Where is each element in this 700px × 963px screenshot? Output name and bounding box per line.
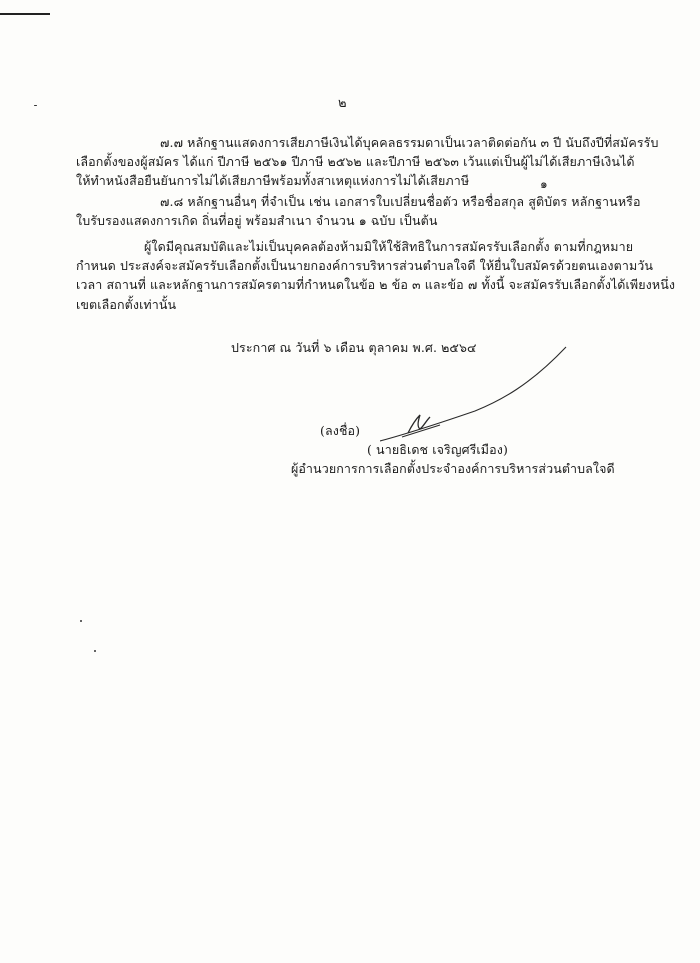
- scan-speck: [80, 620, 82, 622]
- scan-speck: [34, 105, 37, 106]
- sign-label: (ลงชื่อ): [320, 423, 361, 438]
- stray-mark: ๑: [540, 177, 548, 191]
- signatory-name: ( นายธิเดช เจริญศรีเมือง): [367, 442, 508, 457]
- closing-paragraph-line-2: กำหนด ประสงค์จะสมัครรับเลือกตั้งเป็นนายกองค์การบริหารส่วนตำบลใจดี ให้ยื่นใบสมัครด้วยตนเองตามวัน: [76, 258, 654, 273]
- item-7-7-line-2: เลือกตั้งของผู้สมัคร ได้แก่ ปีภาษี ๒๕๖๑ ปีภาษี ๒๕๖๒ และปีภาษี ๒๕๖๓ เว้นแต่เป็นผู้ไม่ได้เสียภาษีเงินได้: [76, 154, 635, 169]
- page-number: ๒: [338, 96, 347, 111]
- item-7-8-line-2: ใบรับรองแสดงการเกิด ถิ่นที่อยู่ พร้อมสำเนา จำนวน ๑ ฉบับ เป็นต้น: [76, 213, 438, 228]
- closing-paragraph-line-1: ผู้ใดมีคุณสมบัติและไม่เป็นบุคคลต้องห้ามมิให้ใช้สิทธิในการสมัครรับเลือกตั้ง ตามที่กฎหมาย: [144, 239, 634, 254]
- announcement-date: ประกาศ ณ วันที่ ๖ เดือน ตุลาคม พ.ศ. ๒๕๖๔: [231, 340, 477, 355]
- closing-paragraph-line-4: เขตเลือกตั้งเท่านั้น: [76, 297, 177, 312]
- item-7-7-line-1: ๗.๗ หลักฐานแสดงการเสียภาษีเงินได้บุคคลธรรมดาเป็นเวลาติดต่อกัน ๓ ปี นับถึงปีที่สมัครรับ: [160, 135, 659, 150]
- closing-paragraph-line-3: เวลา สถานที่ และหลักฐานการสมัครตามที่กำหนดในข้อ ๒ ข้อ ๓ และข้อ ๗ ทั้งนี้ จะสมัครรับเลือกตั้งได้เพียงหนึ่ง: [76, 277, 676, 292]
- signatory-title: ผู้อำนวยการการเลือกตั้งประจำองค์การบริหารส่วนตำบลใจดี: [291, 461, 615, 476]
- item-7-8-line-1: ๗.๘ หลักฐานอื่นๆ ที่จำเป็น เช่น เอกสารใบเปลี่ยนชื่อตัว หรือชื่อสกุล สูติบัตร หลักฐานหรือ: [160, 194, 641, 209]
- scan-speck: [94, 650, 96, 652]
- handwritten-signature: [380, 345, 580, 445]
- scan-edge-mark: [0, 13, 50, 15]
- item-7-7-line-3: ให้ทำหนังสือยืนยันการไม่ได้เสียภาษีพร้อมทั้งสาเหตุแห่งการไม่ได้เสียภาษี: [76, 173, 470, 188]
